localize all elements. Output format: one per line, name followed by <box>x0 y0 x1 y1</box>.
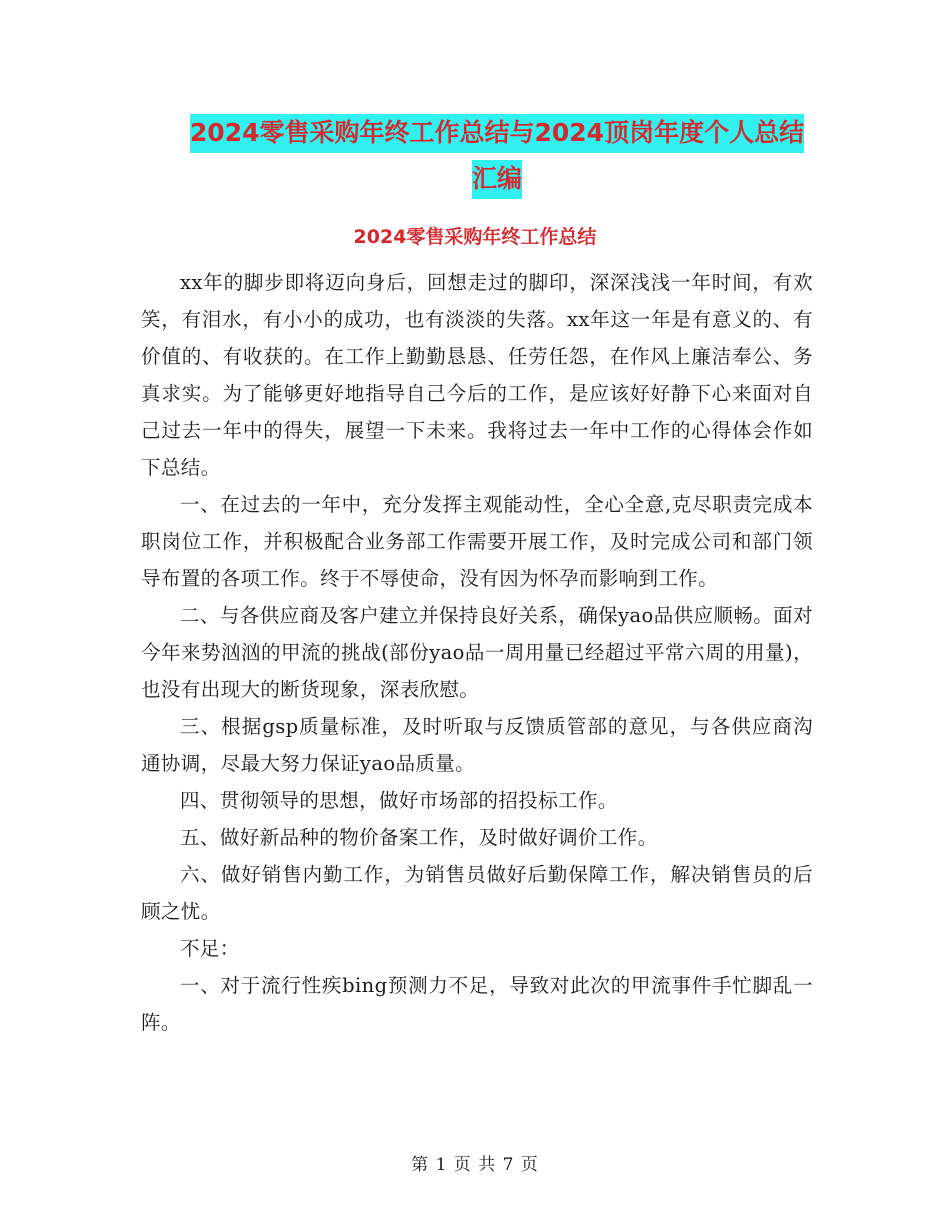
section-title: 2024零售采购年终工作总结 <box>353 226 597 248</box>
body-text <box>141 264 813 1041</box>
paragraph-shortcoming-1: 一、对于流行性疾bing预测力不足，导致对此次的甲流事件手忙脚乱一阵。 <box>141 974 813 1034</box>
paragraph-item-5: 五、做好新品种的物价备案工作，及时做好调价工作。 <box>180 826 658 849</box>
paragraph-item-4: 四、贯彻领导的思想，做好市场部的招投标工作。 <box>180 789 618 812</box>
paragraph-item-6: 六、做好销售内勤工作，为销售员做好后勤保障工作，解决销售员的后顾之忧。 <box>141 863 813 923</box>
main-title-line-2: 汇编 <box>472 160 522 199</box>
main-title-line-1: 2024零售采购年终工作总结与2024顶岗年度个人总结 <box>190 114 804 153</box>
page-indicator: 第 1 页 共 7 页 <box>411 1155 539 1175</box>
paragraph-shortcomings-heading: 不足： <box>180 937 240 960</box>
paragraph-item-3: 三、根据gsp质量标准，及时听取与反馈质管部的意见，与各供应商沟通协调，尽最大努力保证yao品质量。 <box>141 715 813 775</box>
paragraph-item-2: 二、与各供应商及客户建立并保持良好关系，确保yao品供应顺畅。面对今年来势汹汹的甲流的挑战(部份yao品一周用量已经超过平常六周的用量)，也没有出现大的断货现象，深表欣慰。 <box>141 604 813 701</box>
paragraph-intro: xx年的脚步即将迈向身后，回想走过的脚印，深深浅浅一年时间，有欢笑，有泪水，有小小的成功，也有淡淡的失落。xx年这一年是有意义的、有价值的、有收获的。在工作上勤勤恳恳、任劳任怨，在作风上廉洁奉公、务真求实。为了能够更好地指导自己今后的工作，是应该好好静下心来面对自己过去一年中的得失，展望一下未来。我将过去一年中工作的心得体会作如下总结。 <box>141 271 813 479</box>
main-title <box>140 110 854 202</box>
paragraph-item-1: 一、在过去的一年中，充分发挥主观能动性，全心全意,克尽职责完成本职岗位工作，并积极配合业务部工作需要开展工作，及时完成公司和部门领导布置的各项工作。终于不辱使命，没有因为怀孕而影响到工作。 <box>141 493 813 590</box>
